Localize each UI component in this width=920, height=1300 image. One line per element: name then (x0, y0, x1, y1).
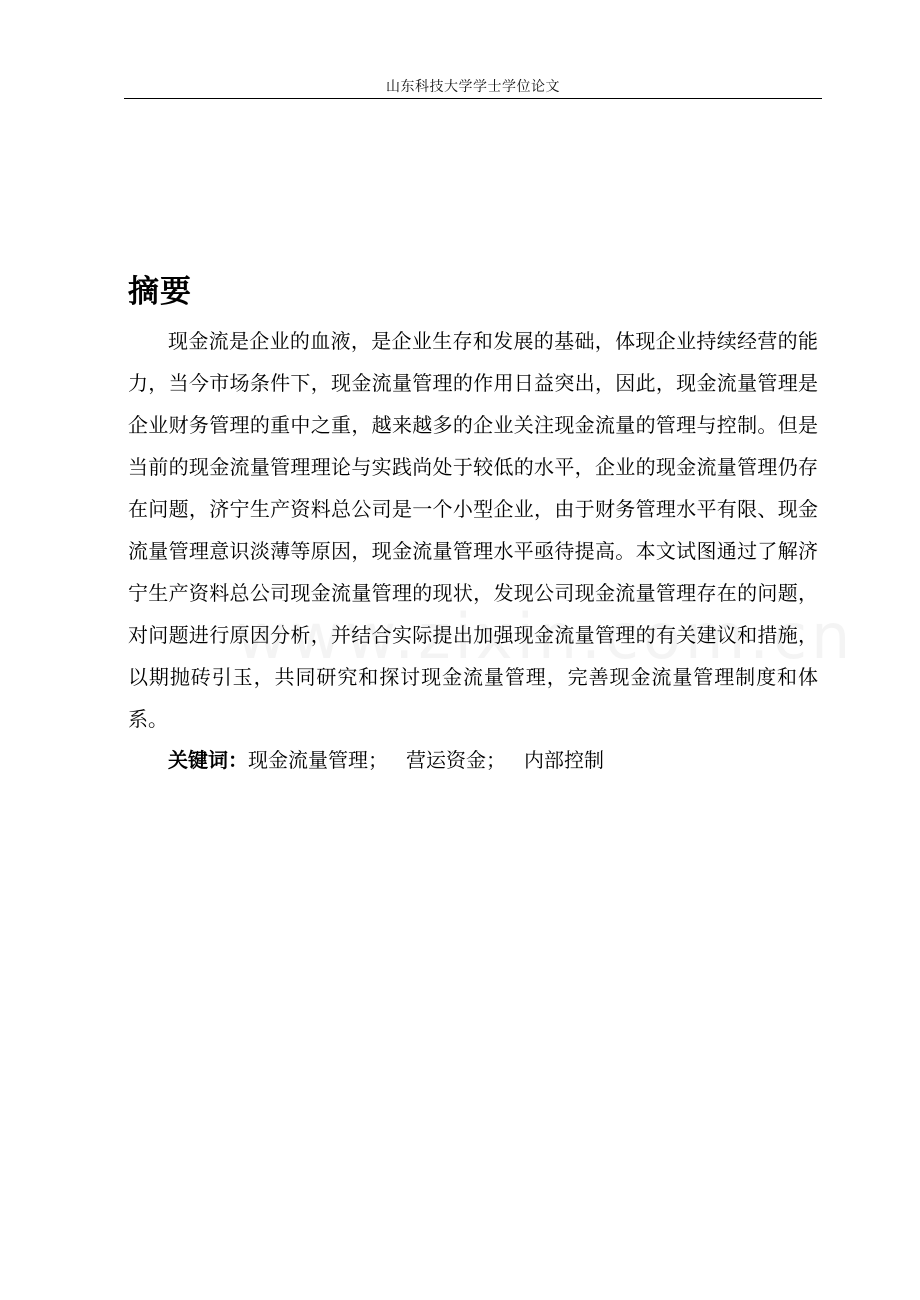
keyword-item: 营运资金； (406, 748, 506, 772)
keyword-item: 内部控制 (524, 748, 604, 772)
keyword-item: 现金流量管理； (248, 748, 388, 772)
abstract-body (128, 320, 818, 740)
abstract-title: 摘要 (128, 274, 192, 310)
keywords-label: 关键词： (168, 748, 248, 772)
abstract-paragraph: 现金流是企业的血液，是企业生存和发展的基础，体现企业持续经营的能力，当今市场条件下，现金流量管理的作用日益突出，因此，现金流量管理是企业财务管理的重中之重，越来越多的企业关注现金流量的管理与控制。但是当前的现金流量管理理论与实践尚处于较低的水平，企业的现金流量管理仍存在问题，济宁生产资料总公司是一个小型企业，由于财务管理水平有限、现金流量管理意识淡薄等原因，现金流量管理水平亟待提高。本文试图通过了解济宁生产资料总公司现金流量管理的现状，发现公司现金流量管理存在的问题，对问题进行原因分析，并结合实际提出加强现金流量管理的有关建议和措施，以期抛砖引玉，共同研究和探讨现金流量管理，完善现金流量管理制度和体系。 (128, 329, 818, 731)
header-rule (124, 98, 822, 99)
running-header: 山东科技大学学士学位论文 (386, 79, 560, 95)
keywords-line (168, 740, 604, 780)
